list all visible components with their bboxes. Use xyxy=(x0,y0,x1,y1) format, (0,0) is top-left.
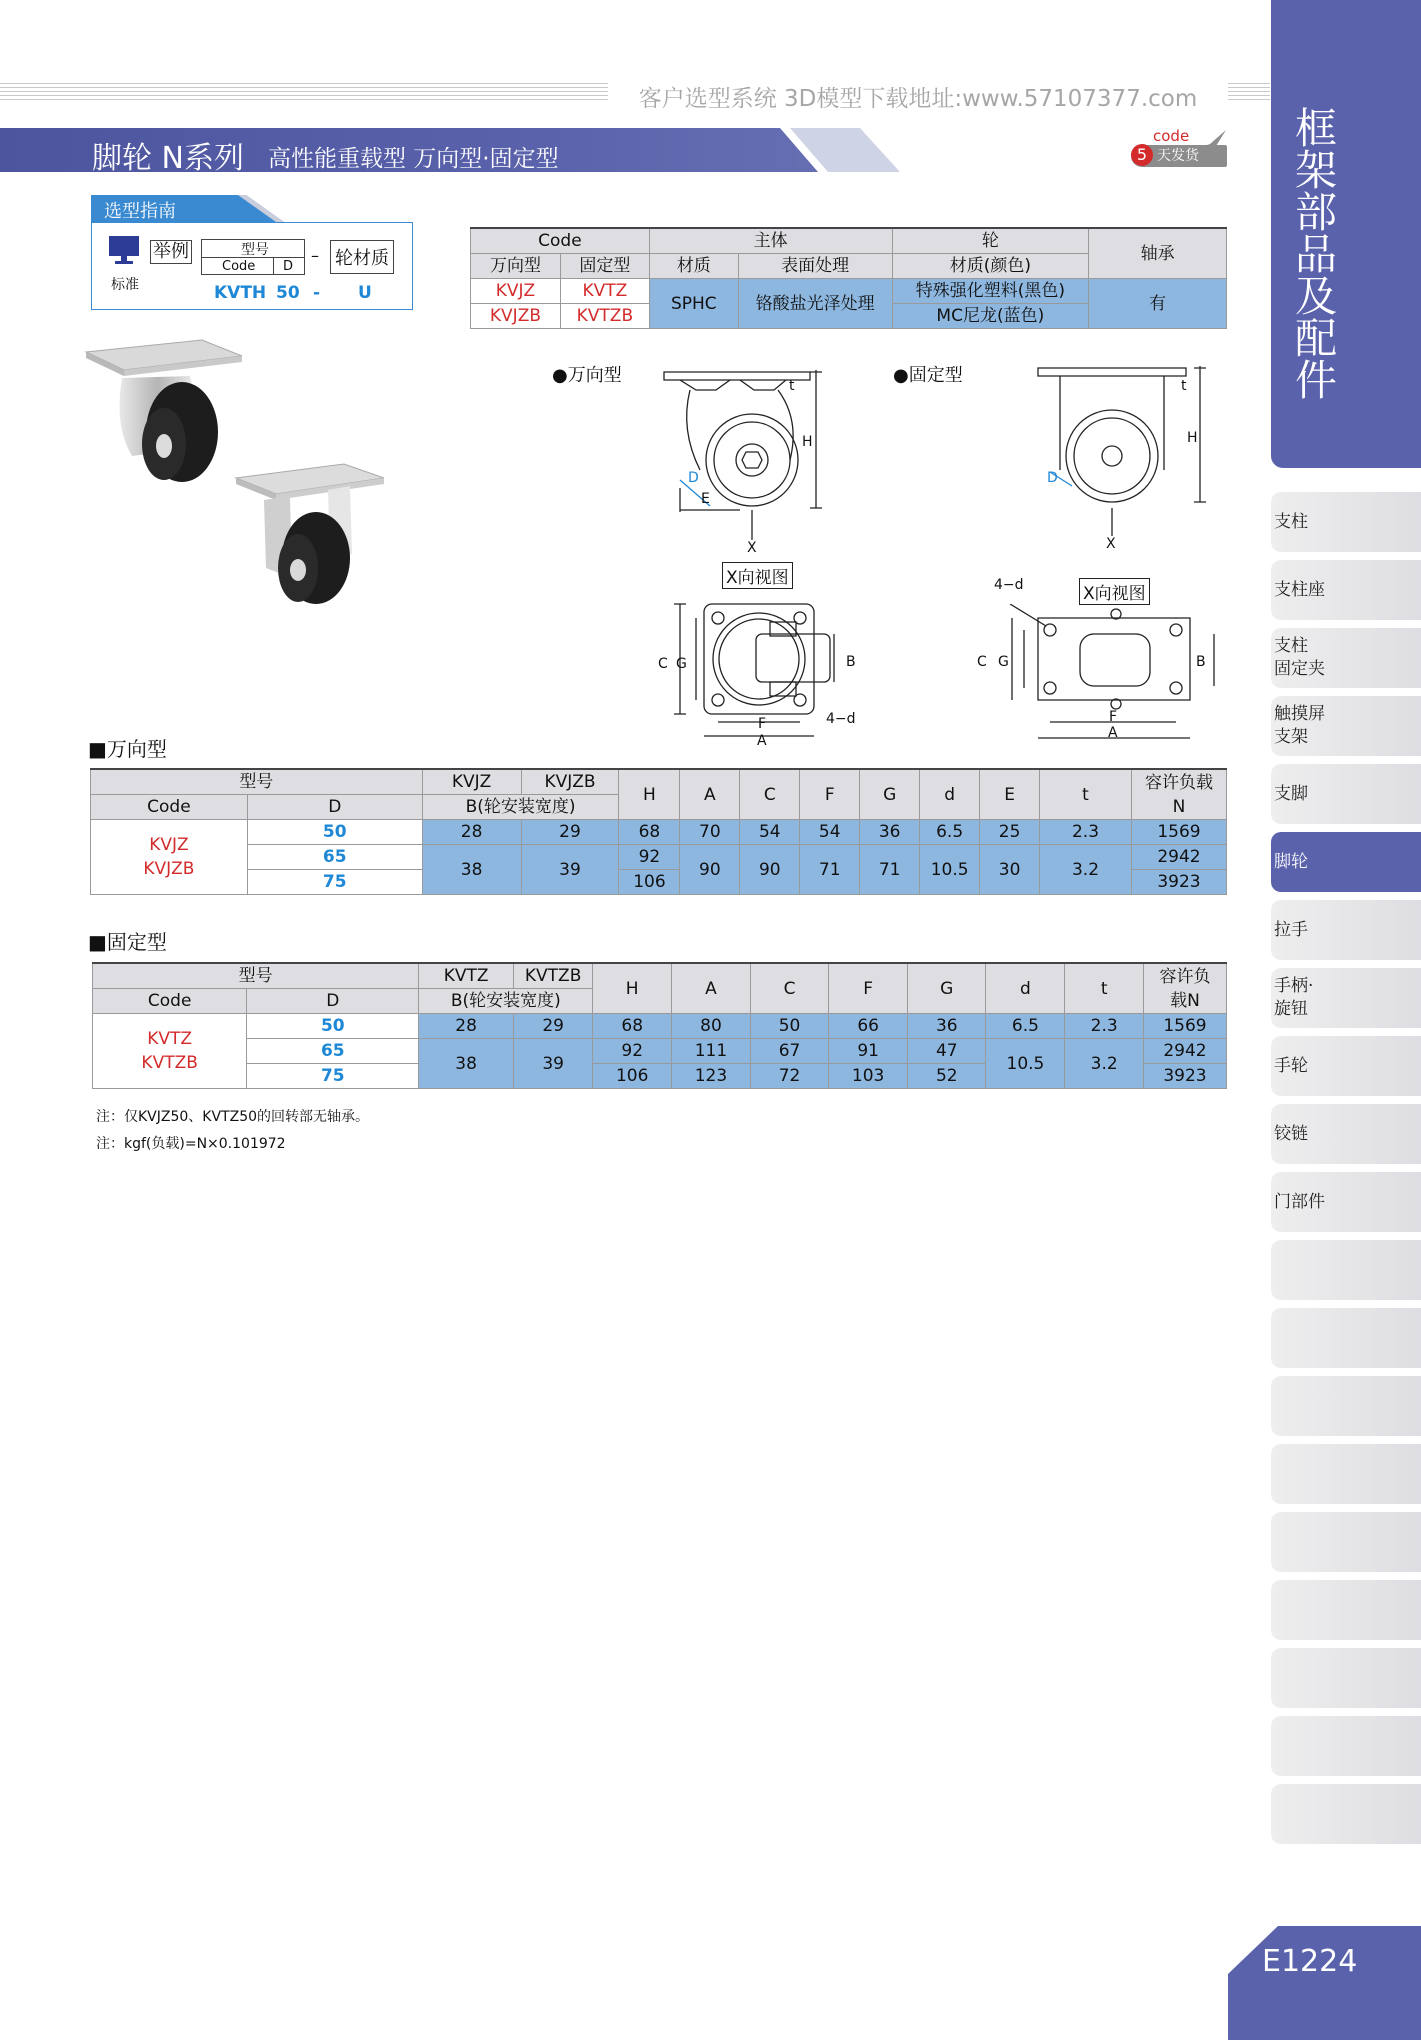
swivel-dim-t: t xyxy=(789,378,795,394)
fixed-header-col: G xyxy=(908,963,986,1014)
swivel-dim-c: C xyxy=(658,656,668,672)
guide-example-code: KVTH xyxy=(214,283,267,303)
sidebar-item[interactable] xyxy=(1271,1308,1421,1368)
header-stripes-left xyxy=(0,83,610,103)
fixed-dim-h: H xyxy=(1187,430,1198,446)
fixed-header-b-kvtzb: KVTZB xyxy=(513,963,592,989)
swivel-a-65-75: 90 xyxy=(680,845,740,895)
swivel-dim-e: E xyxy=(701,491,710,507)
fixed-drawing-label: ●固定型 xyxy=(893,365,963,386)
fixed-header-col: H xyxy=(593,963,672,1014)
swivel-header-load-line2: N xyxy=(1172,796,1186,817)
sidebar-item-label: 铰链 xyxy=(1274,1123,1308,1144)
fixed-h-50: 68 xyxy=(593,1014,672,1039)
swivel-header-col: d xyxy=(920,769,980,820)
fixed-x-view-drawing xyxy=(990,604,1220,754)
delivery-badge-text: 天发货 xyxy=(1157,148,1199,164)
sidebar-item[interactable] xyxy=(1271,1376,1421,1436)
sidebar-item-label: 门部件 xyxy=(1274,1191,1325,1212)
standard-label: 标准 xyxy=(111,277,139,293)
sidebar-item[interactable] xyxy=(1271,1784,1421,1844)
swivel-h-50: 68 xyxy=(619,820,680,845)
sidebar-item-label: 支柱座 xyxy=(1274,579,1325,600)
sidebar-section-title: 框架部品及配件 xyxy=(1294,104,1337,405)
fixed-t-65-75: 3.2 xyxy=(1065,1039,1144,1089)
spec-swivel-code: KVJZ xyxy=(471,279,561,304)
swivel-b2-65-75: 39 xyxy=(521,845,619,895)
sidebar-item[interactable] xyxy=(1271,1036,1421,1096)
fixed-header-load xyxy=(1143,963,1226,1014)
fixed-header-col: F xyxy=(829,963,908,1014)
spec-table xyxy=(470,227,1227,329)
sidebar-item[interactable] xyxy=(1271,696,1421,756)
sidebar-item-label: 支柱 固定夹 xyxy=(1274,636,1325,679)
fixed-d-75: 75 xyxy=(247,1064,419,1089)
swivel-c-65-75: 90 xyxy=(740,845,800,895)
sidebar-item[interactable] xyxy=(1271,1648,1421,1708)
fixed-g-65: 47 xyxy=(908,1039,986,1064)
note-kgf: 注：kgf(负载)=N×0.101972 xyxy=(96,1136,286,1152)
spec-header-code: Code xyxy=(471,228,650,254)
fixed-caster-photo xyxy=(232,460,392,610)
spec-header-fixed: 固定型 xyxy=(560,254,649,279)
fixed-c-75: 72 xyxy=(750,1064,828,1089)
swivel-header-col: F xyxy=(800,769,860,820)
fixed-section-label: ■固定型 xyxy=(88,930,167,954)
spec-header-wheel: 轮 xyxy=(892,228,1089,254)
spec-swivel-code: KVJZB xyxy=(471,304,561,329)
swivel-header-col: t xyxy=(1040,769,1132,820)
swivel-x-view-label: X向视图 xyxy=(722,562,793,589)
fixed-code-cell xyxy=(93,1014,247,1089)
sidebar-item-label: 手柄· 旋钮 xyxy=(1274,976,1314,1019)
sidebar-item[interactable] xyxy=(1271,968,1421,1028)
swivel-load-65: 2942 xyxy=(1131,845,1226,870)
fixed-dim-a: A xyxy=(1108,725,1118,741)
sidebar-item[interactable] xyxy=(1271,1172,1421,1232)
swivel-header-model: 型号 xyxy=(91,769,423,795)
spec-wheel-material: MC尼龙(蓝色) xyxy=(892,304,1089,329)
swivel-header-col: H xyxy=(619,769,680,820)
spec-wheel-material: 特殊强化塑料(黑色) xyxy=(892,279,1089,304)
fixed-d-50: 50 xyxy=(247,1014,419,1039)
swivel-x-view-drawing xyxy=(666,594,876,754)
swivel-b1-50: 28 xyxy=(422,820,521,845)
sidebar-item[interactable] xyxy=(1271,1240,1421,1300)
swivel-h-75: 106 xyxy=(619,870,680,895)
swivel-header-col: A xyxy=(680,769,740,820)
swivel-d-small-50: 6.5 xyxy=(920,820,980,845)
sidebar-item[interactable] xyxy=(1271,1580,1421,1640)
fixed-b1-50: 28 xyxy=(419,1014,514,1039)
fixed-c-50: 50 xyxy=(750,1014,828,1039)
swivel-d-50: 50 xyxy=(247,820,422,845)
swivel-b1-65-75: 38 xyxy=(422,845,521,895)
logo-code-text: code xyxy=(1153,127,1190,145)
guide-example-material: U xyxy=(358,283,372,303)
swivel-b2-50: 29 xyxy=(521,820,619,845)
spec-bearing: 有 xyxy=(1089,279,1227,329)
guide-dash: – xyxy=(311,246,319,265)
guide-d-label: D xyxy=(283,259,294,274)
fixed-a-50: 80 xyxy=(672,1014,751,1039)
swivel-header-col: G xyxy=(860,769,920,820)
swivel-dim-g: G xyxy=(676,656,687,672)
swivel-header-col: C xyxy=(740,769,800,820)
fixed-t-50: 2.3 xyxy=(1065,1014,1144,1039)
spec-fixed-code: KVTZ xyxy=(560,279,649,304)
swivel-a-50: 70 xyxy=(680,820,740,845)
fixed-header-b-kvtz: KVTZ xyxy=(419,963,514,989)
swivel-dim-h: H xyxy=(802,434,813,450)
swivel-g-65-75: 71 xyxy=(860,845,920,895)
swivel-e-50: 25 xyxy=(980,820,1040,845)
swivel-section-label: ■万向型 xyxy=(88,737,167,761)
swivel-t-65-75: 3.2 xyxy=(1040,845,1132,895)
note-bearing: 注：仅KVJZ50、KVTZ50的回转部无轴承。 xyxy=(96,1109,370,1125)
fixed-dim-g: G xyxy=(998,654,1009,670)
swivel-load-75: 3923 xyxy=(1131,870,1226,895)
swivel-drawing-label: ●万向型 xyxy=(552,365,622,386)
fixed-load-65: 2942 xyxy=(1143,1039,1226,1064)
swivel-dim-4d: 4−d xyxy=(826,711,856,727)
sidebar-item[interactable] xyxy=(1271,1104,1421,1164)
fixed-header-col: A xyxy=(672,963,751,1014)
swivel-code-2: KVJZB xyxy=(143,859,195,879)
fixed-h-65: 92 xyxy=(593,1039,672,1064)
sidebar-item-label: 脚轮 xyxy=(1274,851,1308,872)
swivel-dim-a: A xyxy=(757,733,767,749)
sidebar-item[interactable] xyxy=(1271,628,1421,688)
swivel-load-50: 1569 xyxy=(1131,820,1226,845)
fixed-dim-x: X xyxy=(1106,536,1116,552)
sidebar-item-label: 触摸屏 支架 xyxy=(1274,704,1325,747)
fixed-header-load-line2: 载N xyxy=(1170,990,1200,1011)
fixed-d-65: 65 xyxy=(247,1039,419,1064)
sidebar-item[interactable] xyxy=(1271,1444,1421,1504)
fixed-dim-b: B xyxy=(1196,654,1206,670)
swivel-header-code: Code xyxy=(91,795,248,820)
fixed-dim-c: C xyxy=(977,654,987,670)
spec-header-surface: 表面处理 xyxy=(738,254,892,279)
spec-surface: 铬酸盐光泽处理 xyxy=(738,279,892,329)
guide-example-d: 50 xyxy=(276,283,300,303)
fixed-side-drawing xyxy=(1036,360,1216,550)
fixed-h-75: 106 xyxy=(593,1064,672,1089)
fixed-load-75: 3923 xyxy=(1143,1064,1226,1089)
fixed-a-75: 123 xyxy=(672,1064,751,1089)
fixed-header-code: Code xyxy=(93,989,247,1014)
fixed-g-50: 36 xyxy=(908,1014,986,1039)
guide-wheel-material-label: 轮材质 xyxy=(330,240,394,274)
swivel-dim-d: D xyxy=(688,470,699,486)
fixed-dim-4d: 4−d xyxy=(994,577,1024,593)
plane-icon xyxy=(1196,128,1230,172)
swivel-header-b-width: B(轮安装宽度) xyxy=(422,795,619,820)
swivel-c-50: 54 xyxy=(740,820,800,845)
fixed-b2-50: 29 xyxy=(513,1014,592,1039)
swivel-header-d: D xyxy=(247,795,422,820)
swivel-header-load xyxy=(1131,769,1226,820)
fixed-header-col: C xyxy=(750,963,828,1014)
spec-header-material: 材质 xyxy=(649,254,738,279)
fixed-f-50: 66 xyxy=(829,1014,908,1039)
swivel-e-65-75: 30 xyxy=(980,845,1040,895)
fixed-code-2: KVTZB xyxy=(141,1053,198,1073)
fixed-x-view-label: X向视图 xyxy=(1079,578,1150,605)
fixed-header-model: 型号 xyxy=(93,963,419,989)
fixed-dim-f: F xyxy=(1109,709,1118,725)
fixed-load-50: 1569 xyxy=(1143,1014,1226,1039)
swivel-caster-photo xyxy=(82,336,252,486)
swivel-header-col: E xyxy=(980,769,1040,820)
swivel-d-65: 65 xyxy=(247,845,422,870)
fixed-dimension-table xyxy=(92,962,1227,1089)
guide-code-label: Code xyxy=(222,259,256,274)
sidebar-item[interactable] xyxy=(1271,492,1421,552)
page-title: 脚轮 N系列 xyxy=(92,141,244,176)
swivel-header-load-line1: 容许负载 xyxy=(1144,772,1213,793)
swivel-f-50: 54 xyxy=(800,820,860,845)
guide-code-divider xyxy=(273,257,274,275)
spec-header-body: 主体 xyxy=(649,228,892,254)
guide-model-label: 型号 xyxy=(241,242,269,258)
fixed-header-d: D xyxy=(247,989,419,1014)
swivel-code-cell xyxy=(91,820,248,895)
spec-fixed-code: KVTZB xyxy=(560,304,649,329)
swivel-header-b-kvjzb: KVJZB xyxy=(521,769,619,795)
spec-header-swivel: 万向型 xyxy=(471,254,561,279)
fixed-b1-65-75: 38 xyxy=(419,1039,514,1089)
fixed-c-65: 67 xyxy=(750,1039,828,1064)
swivel-h-65: 92 xyxy=(619,845,680,870)
delivery-days-number: 5 xyxy=(1131,144,1153,166)
sidebar-item-label: 支柱 xyxy=(1274,511,1308,532)
spec-header-bearing: 轴承 xyxy=(1089,228,1227,279)
guide-example-dash: - xyxy=(313,283,321,303)
header-stripes-right xyxy=(1224,83,1270,103)
fixed-b2-65-75: 39 xyxy=(513,1039,592,1089)
sidebar-item[interactable] xyxy=(1271,1512,1421,1572)
swivel-dimension-table xyxy=(90,768,1227,895)
swivel-g-50: 36 xyxy=(860,820,920,845)
page-number: E1224 xyxy=(1262,1944,1358,1979)
spec-header-wheel-material: 材质(颜色) xyxy=(892,254,1089,279)
swivel-t-50: 2.3 xyxy=(1040,820,1132,845)
fixed-a-65: 111 xyxy=(672,1039,751,1064)
sidebar-item[interactable] xyxy=(1271,1716,1421,1776)
sidebar-item-label: 拉手 xyxy=(1274,919,1308,940)
selection-guide-label: 选型指南 xyxy=(104,201,176,222)
fixed-header-col: t xyxy=(1065,963,1144,1014)
swivel-f-65-75: 71 xyxy=(800,845,860,895)
swivel-d-small-65-75: 10.5 xyxy=(920,845,980,895)
fixed-d-small-50: 6.5 xyxy=(986,1014,1065,1039)
download-url-text[interactable]: 客户选型系统 3D模型下载地址:www.57107377.com xyxy=(608,80,1228,113)
spec-body-material: SPHC xyxy=(649,279,738,329)
sidebar-item[interactable] xyxy=(1271,560,1421,620)
monitor-icon xyxy=(107,234,143,268)
swivel-side-drawing xyxy=(660,360,850,555)
sidebar-item-label: 支脚 xyxy=(1274,783,1308,804)
swivel-code-1: KVJZ xyxy=(149,835,189,855)
sidebar-item[interactable] xyxy=(1271,900,1421,960)
fixed-header-b-width: B(轮安装宽度) xyxy=(419,989,593,1014)
sidebar-item-label: 手轮 xyxy=(1274,1055,1308,1076)
swivel-dim-f: F xyxy=(758,716,767,732)
example-label: 举例 xyxy=(150,240,192,264)
fixed-header-load-line1: 容许负 xyxy=(1159,966,1211,987)
fixed-dim-t: t xyxy=(1181,378,1187,394)
fixed-d-small-65-75: 10.5 xyxy=(986,1039,1065,1089)
fixed-code-1: KVTZ xyxy=(147,1029,193,1049)
fixed-g-75: 52 xyxy=(908,1064,986,1089)
fixed-header-col: d xyxy=(986,963,1065,1014)
fixed-f-75: 103 xyxy=(829,1064,908,1089)
swivel-dim-x: X xyxy=(747,540,757,556)
page-subtitle: 高性能重载型 万向型·固定型 xyxy=(268,146,559,172)
sidebar-item[interactable] xyxy=(1271,832,1421,892)
sidebar-item[interactable] xyxy=(1271,764,1421,824)
swivel-dim-b: B xyxy=(846,654,856,670)
fixed-f-65: 91 xyxy=(829,1039,908,1064)
swivel-d-75: 75 xyxy=(247,870,422,895)
fixed-dim-d: D xyxy=(1047,470,1058,486)
swivel-header-b-kvjz: KVJZ xyxy=(422,769,521,795)
